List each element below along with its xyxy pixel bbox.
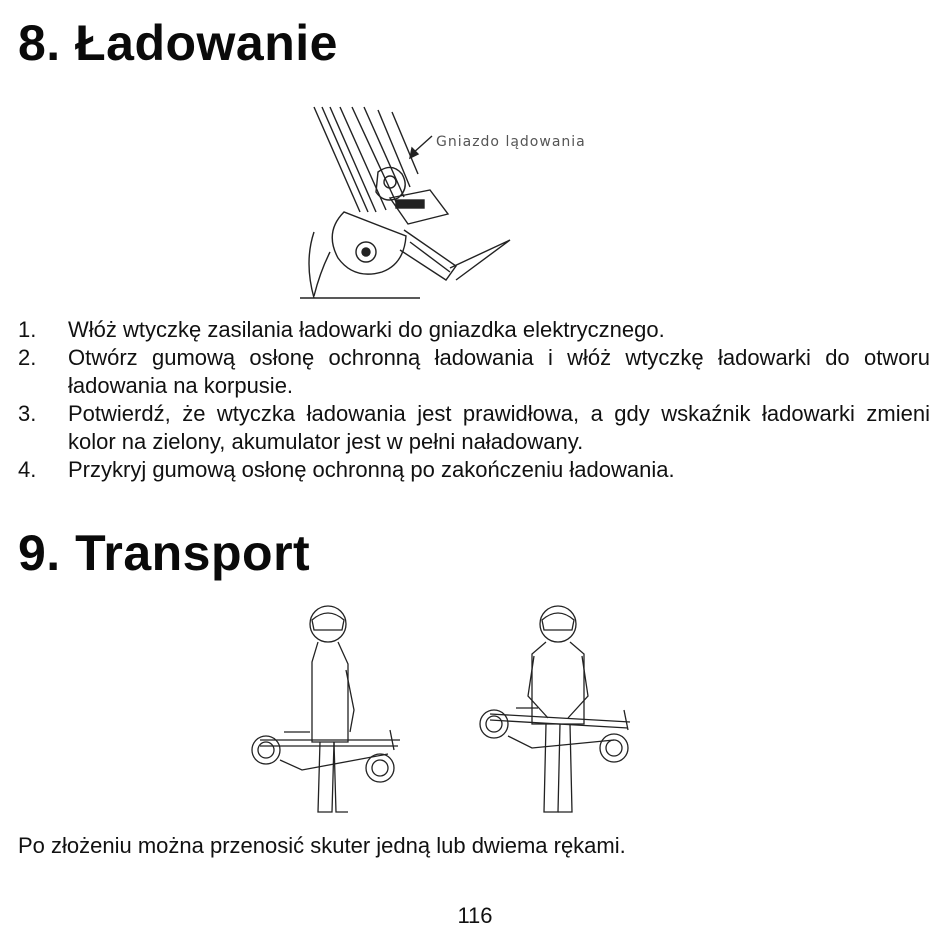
page-number: 116: [457, 903, 493, 928]
folded-scooter-right: [480, 708, 630, 762]
step-number: 3.: [18, 401, 37, 426]
step-text: Włóż wtyczkę zasilania ładowarki do gniazdka elektrycznego.: [68, 317, 665, 342]
step-text: Otwórz gumową osłonę ochronną ładowania i włóż wtyczkę ładowarki do otworu ładowania na korpusie.: [68, 345, 930, 398]
step-number: 2.: [18, 345, 37, 370]
step-text: Przykryj gumową osłonę ochronną po zakończeniu ładowania.: [68, 457, 675, 482]
step-text: Potwierdź, że wtyczka ładowania jest prawidłowa, a gdy wskaźnik ładowarki zmieni kolor na zielony, akumulator jest w pełni naładowany.: [68, 401, 930, 454]
list-item: [18, 456, 930, 484]
transport-illustration: [240, 600, 660, 820]
step-number: 4.: [18, 457, 37, 482]
person-front-view: [528, 606, 588, 812]
section-heading-transport: 9. Transport: [18, 525, 311, 581]
section-heading-charging: 8. Ładowanie: [18, 15, 338, 71]
list-item: [18, 400, 930, 456]
step-number: 1.: [18, 317, 37, 342]
charging-port-label: Gniazdo lądowania: [436, 134, 586, 150]
transport-caption: Po złożeniu można przenosić skuter jedną lub dwiema rękami.: [18, 833, 626, 858]
list-item: [18, 316, 930, 344]
person-side-view: [310, 606, 354, 812]
list-item: [18, 344, 930, 400]
folded-scooter-left: [252, 730, 400, 782]
charging-steps-list: [18, 316, 930, 484]
charging-port-illustration: [300, 102, 645, 302]
